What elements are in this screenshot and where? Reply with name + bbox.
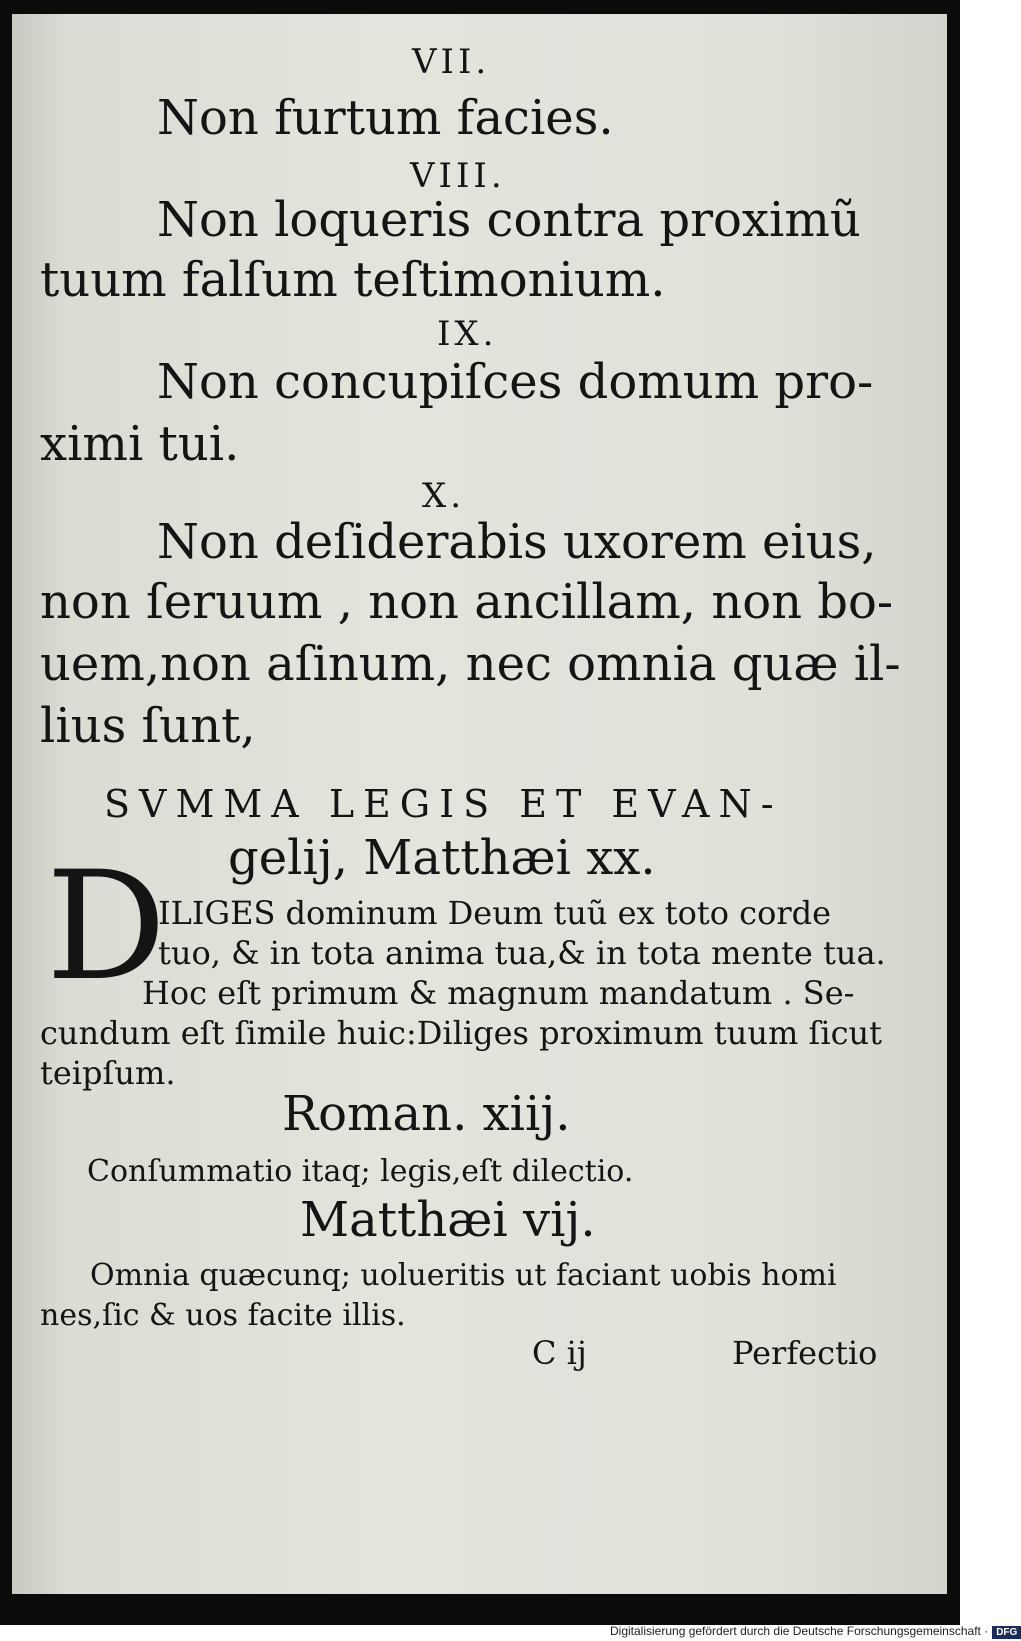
dfg-logo: DFG xyxy=(992,1626,1021,1639)
commandment-10-line-3: uem,non aſinum, nec omnia quæ il- xyxy=(40,636,901,692)
commandment-8-line-1: Non loqueris contra proximũ xyxy=(157,192,861,248)
commandment-8-line-2: tuum falſum teſtimonium. xyxy=(40,252,666,308)
reference-romans: Roman. xiij. xyxy=(282,1086,571,1142)
commandment-10-line-1: Non deſiderabis uxorem eius, xyxy=(157,514,877,570)
paragraph-line-1: ILIGES dominum Deum tuũ ex toto corde xyxy=(158,894,832,932)
paragraph-line-3: Hoc eſt primum & magnum mandatum . Se- xyxy=(142,974,855,1012)
digitization-footer xyxy=(610,1624,1021,1639)
commandment-number-10: X. xyxy=(422,476,466,516)
footer-text: Digitalisierung gefördert durch die Deutsche Forschungsgemeinschaft · xyxy=(610,1624,989,1638)
matthew-quote-line-2: nes,ſic & uos facite illis. xyxy=(40,1298,406,1333)
commandment-10-line-2: non ſeruum , non ancillam, non bo- xyxy=(40,574,894,630)
commandment-number-9: IX. xyxy=(437,314,498,354)
book-page xyxy=(12,14,947,1594)
commandment-9-line-1: Non concupiſces domum pro- xyxy=(157,354,874,410)
paragraph-line-4: cundum eſt ſimile huic:Diliges proximum tuum ſicut xyxy=(40,1014,882,1052)
reference-matthew: Matthæi vij. xyxy=(300,1192,596,1248)
catchword: Perfectio xyxy=(732,1334,878,1372)
paragraph-line-5: teipſum. xyxy=(40,1054,176,1092)
paragraph-line-2: tuo, & in tota anima tua,& in tota mente tua. xyxy=(158,934,886,972)
commandment-10-line-4: lius ſunt, xyxy=(40,698,256,754)
matthew-quote-line-1: Omnia quæcunq; uolueritis ut faciant uobis homi xyxy=(90,1258,837,1293)
commandment-number-8: VIII. xyxy=(410,156,506,196)
signature-mark: C ij xyxy=(532,1334,587,1372)
commandment-7-text: Non furtum facies. xyxy=(157,90,614,146)
drop-capital: D xyxy=(46,840,167,1014)
section-heading-line-2: gelij, Matthæi xx. xyxy=(228,830,656,886)
section-heading-line-1: SVMMA LEGIS ET EVAN- xyxy=(104,782,783,826)
commandment-9-line-2: ximi tui. xyxy=(40,416,240,472)
romans-quote: Conſummatio itaq; legis,eſt dilectio. xyxy=(87,1154,634,1189)
commandment-number-7: VII. xyxy=(412,42,491,82)
